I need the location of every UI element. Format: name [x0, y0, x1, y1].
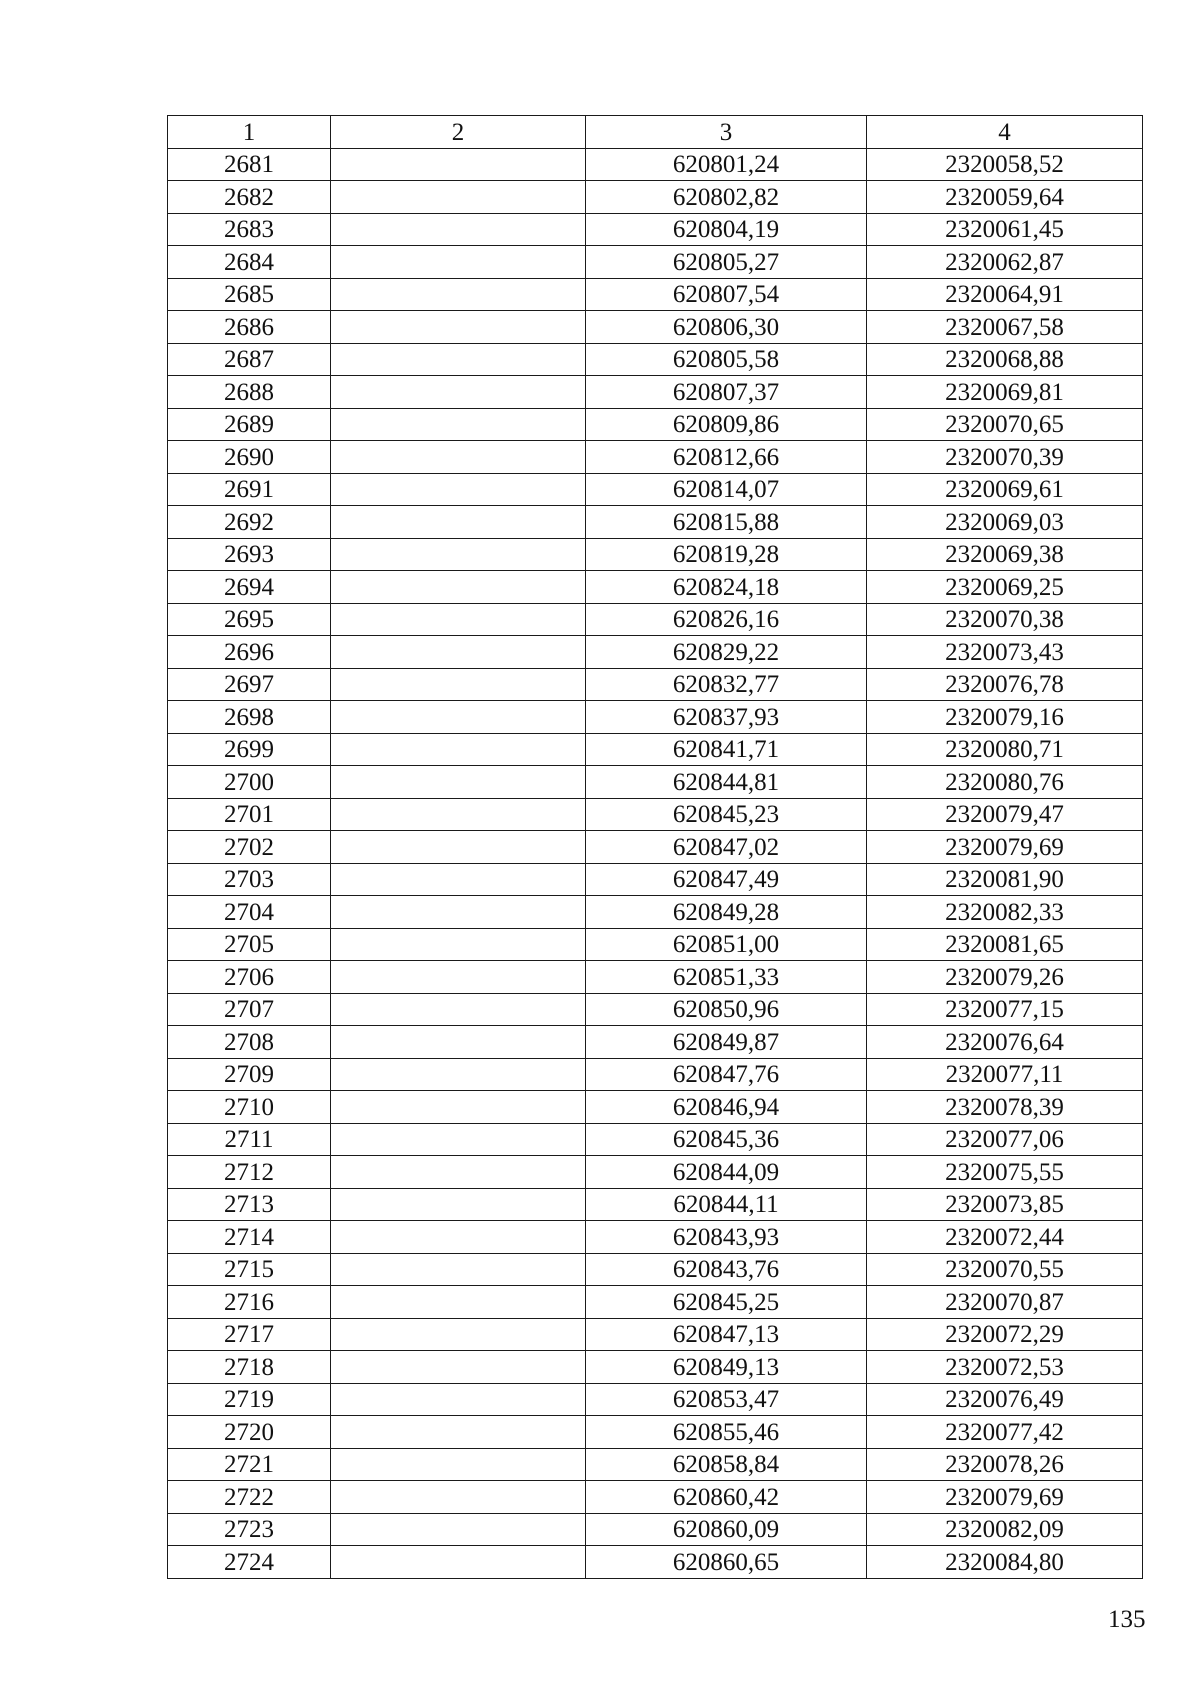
table-cell-col-4: 2320073,85 — [867, 1188, 1143, 1221]
table-cell-col-4: 2320070,39 — [867, 441, 1143, 474]
table-cell-col-4: 2320078,26 — [867, 1448, 1143, 1481]
table-cell-col-4: 2320069,03 — [867, 506, 1143, 539]
table-row — [168, 181, 1143, 214]
table-row — [168, 1318, 1143, 1351]
table-cell-col-2 — [331, 311, 586, 344]
table-cell-col-1: 2694 — [168, 571, 331, 604]
table-row — [168, 1221, 1143, 1254]
table-cell-col-1: 2709 — [168, 1058, 331, 1091]
table-cell-col-1: 2717 — [168, 1318, 331, 1351]
header-cell-3: 3 — [586, 116, 867, 149]
table-cell-col-1: 2691 — [168, 473, 331, 506]
table-cell-col-4: 2320069,25 — [867, 571, 1143, 604]
table-cell-col-2 — [331, 1448, 586, 1481]
table-cell-col-4: 2320067,58 — [867, 311, 1143, 344]
table-cell-col-1: 2701 — [168, 798, 331, 831]
table-cell-col-1: 2714 — [168, 1221, 331, 1254]
coordinates-table — [167, 115, 1143, 1579]
table-cell-col-3: 620845,36 — [586, 1123, 867, 1156]
table-header-row — [168, 116, 1143, 149]
table-row — [168, 863, 1143, 896]
table-cell-col-4: 2320072,53 — [867, 1351, 1143, 1384]
table-cell-col-3: 620855,46 — [586, 1416, 867, 1449]
table-row — [168, 1546, 1143, 1579]
table-cell-col-2 — [331, 1416, 586, 1449]
table-row — [168, 896, 1143, 929]
table-cell-col-2 — [331, 603, 586, 636]
table-row — [168, 993, 1143, 1026]
table-cell-col-3: 620829,22 — [586, 636, 867, 669]
table-row — [168, 1481, 1143, 1514]
table-cell-col-4: 2320076,49 — [867, 1383, 1143, 1416]
table-row — [168, 1513, 1143, 1546]
table-cell-col-1: 2715 — [168, 1253, 331, 1286]
table-cell-col-4: 2320073,43 — [867, 636, 1143, 669]
table-row — [168, 603, 1143, 636]
table-cell-col-3: 620847,02 — [586, 831, 867, 864]
table-cell-col-4: 2320058,52 — [867, 148, 1143, 181]
table-cell-col-2 — [331, 993, 586, 1026]
table-cell-col-1: 2693 — [168, 538, 331, 571]
table-cell-col-1: 2721 — [168, 1448, 331, 1481]
table-cell-col-4: 2320069,61 — [867, 473, 1143, 506]
table-cell-col-1: 2700 — [168, 766, 331, 799]
table-cell-col-4: 2320070,65 — [867, 408, 1143, 441]
table-row — [168, 668, 1143, 701]
table-row — [168, 311, 1143, 344]
table-cell-col-2 — [331, 961, 586, 994]
table-cell-col-4: 2320077,42 — [867, 1416, 1143, 1449]
table-cell-col-2 — [331, 1123, 586, 1156]
table-cell-col-1: 2682 — [168, 181, 331, 214]
table-cell-col-3: 620809,86 — [586, 408, 867, 441]
table-cell-col-2 — [331, 148, 586, 181]
table-row — [168, 1286, 1143, 1319]
table-cell-col-1: 2708 — [168, 1026, 331, 1059]
table-cell-col-2 — [331, 1221, 586, 1254]
table-cell-col-3: 620847,76 — [586, 1058, 867, 1091]
table-row — [168, 376, 1143, 409]
table-cell-col-2 — [331, 636, 586, 669]
table-row — [168, 213, 1143, 246]
table-cell-col-1: 2687 — [168, 343, 331, 376]
table-cell-col-3: 620849,28 — [586, 896, 867, 929]
table-row — [168, 928, 1143, 961]
table-cell-col-1: 2713 — [168, 1188, 331, 1221]
table-cell-col-3: 620844,81 — [586, 766, 867, 799]
table-cell-col-4: 2320077,11 — [867, 1058, 1143, 1091]
table-cell-col-2 — [331, 473, 586, 506]
table-cell-col-3: 620807,37 — [586, 376, 867, 409]
table-row — [168, 278, 1143, 311]
table-cell-col-3: 620849,13 — [586, 1351, 867, 1384]
table-cell-col-3: 620819,28 — [586, 538, 867, 571]
table-cell-col-2 — [331, 1351, 586, 1384]
table-cell-col-3: 620832,77 — [586, 668, 867, 701]
table-cell-col-4: 2320080,76 — [867, 766, 1143, 799]
table-row — [168, 1026, 1143, 1059]
table-cell-col-1: 2697 — [168, 668, 331, 701]
table-cell-col-4: 2320077,06 — [867, 1123, 1143, 1156]
table-cell-col-2 — [331, 668, 586, 701]
table-cell-col-2 — [331, 408, 586, 441]
table-cell-col-3: 620849,87 — [586, 1026, 867, 1059]
table-cell-col-2 — [331, 1513, 586, 1546]
table-cell-col-4: 2320079,69 — [867, 831, 1143, 864]
table-cell-col-3: 620860,09 — [586, 1513, 867, 1546]
table-cell-col-1: 2704 — [168, 896, 331, 929]
table-cell-col-3: 620851,33 — [586, 961, 867, 994]
table-cell-col-4: 2320080,71 — [867, 733, 1143, 766]
table-cell-col-1: 2703 — [168, 863, 331, 896]
table-body — [168, 116, 1143, 1579]
table-cell-col-2 — [331, 1546, 586, 1579]
table-cell-col-2 — [331, 896, 586, 929]
table-row — [168, 1351, 1143, 1384]
table-cell-col-1: 2718 — [168, 1351, 331, 1384]
table-cell-col-4: 2320072,29 — [867, 1318, 1143, 1351]
table-cell-col-1: 2720 — [168, 1416, 331, 1449]
table-cell-col-4: 2320061,45 — [867, 213, 1143, 246]
table-cell-col-4: 2320079,69 — [867, 1481, 1143, 1514]
table-cell-col-2 — [331, 1058, 586, 1091]
table-cell-col-1: 2716 — [168, 1286, 331, 1319]
table-cell-col-2 — [331, 571, 586, 604]
table-cell-col-1: 2690 — [168, 441, 331, 474]
table-cell-col-1: 2706 — [168, 961, 331, 994]
table-cell-col-3: 620844,11 — [586, 1188, 867, 1221]
table-cell-col-3: 620846,94 — [586, 1091, 867, 1124]
table-cell-col-1: 2711 — [168, 1123, 331, 1156]
table-row — [168, 441, 1143, 474]
table-cell-col-2 — [331, 766, 586, 799]
table-cell-col-3: 620853,47 — [586, 1383, 867, 1416]
table-cell-col-3: 620843,76 — [586, 1253, 867, 1286]
table-cell-col-3: 620802,82 — [586, 181, 867, 214]
header-cell-2: 2 — [331, 116, 586, 149]
table-cell-col-2 — [331, 181, 586, 214]
table-cell-col-2 — [331, 1156, 586, 1189]
table-cell-col-2 — [331, 798, 586, 831]
table-row — [168, 246, 1143, 279]
table-cell-col-3: 620850,96 — [586, 993, 867, 1026]
table-cell-col-1: 2702 — [168, 831, 331, 864]
table-cell-col-2 — [331, 343, 586, 376]
table-cell-col-4: 2320075,55 — [867, 1156, 1143, 1189]
table-cell-col-4: 2320076,64 — [867, 1026, 1143, 1059]
table-cell-col-3: 620847,49 — [586, 863, 867, 896]
table-cell-col-4: 2320059,64 — [867, 181, 1143, 214]
table-cell-col-1: 2710 — [168, 1091, 331, 1124]
table-cell-col-3: 620805,27 — [586, 246, 867, 279]
table-row — [168, 1188, 1143, 1221]
table-cell-col-1: 2712 — [168, 1156, 331, 1189]
table-cell-col-2 — [331, 213, 586, 246]
table-row — [168, 148, 1143, 181]
table-cell-col-3: 620851,00 — [586, 928, 867, 961]
table-row — [168, 1448, 1143, 1481]
table-cell-col-3: 620807,54 — [586, 278, 867, 311]
table-cell-col-1: 2686 — [168, 311, 331, 344]
table-cell-col-3: 620843,93 — [586, 1221, 867, 1254]
table-row — [168, 538, 1143, 571]
table-cell-col-4: 2320070,87 — [867, 1286, 1143, 1319]
table-cell-col-2 — [331, 1188, 586, 1221]
table-row — [168, 766, 1143, 799]
table-cell-col-4: 2320062,87 — [867, 246, 1143, 279]
table-cell-col-1: 2723 — [168, 1513, 331, 1546]
table-cell-col-2 — [331, 831, 586, 864]
table-cell-col-2 — [331, 863, 586, 896]
table-cell-col-4: 2320079,26 — [867, 961, 1143, 994]
table-cell-col-1: 2681 — [168, 148, 331, 181]
table-row — [168, 961, 1143, 994]
table-cell-col-2 — [331, 538, 586, 571]
table-row — [168, 1091, 1143, 1124]
table-cell-col-2 — [331, 278, 586, 311]
table-cell-col-4: 2320070,38 — [867, 603, 1143, 636]
table-cell-col-1: 2688 — [168, 376, 331, 409]
table-cell-col-3: 620826,16 — [586, 603, 867, 636]
table-row — [168, 636, 1143, 669]
table-cell-col-2 — [331, 1318, 586, 1351]
table-cell-col-2 — [331, 1481, 586, 1514]
table-row — [168, 1383, 1143, 1416]
table-row — [168, 408, 1143, 441]
table-row — [168, 473, 1143, 506]
table-cell-col-3: 620860,42 — [586, 1481, 867, 1514]
table-cell-col-3: 620824,18 — [586, 571, 867, 604]
header-cell-1: 1 — [168, 116, 331, 149]
table-cell-col-3: 620860,65 — [586, 1546, 867, 1579]
table-cell-col-1: 2722 — [168, 1481, 331, 1514]
table-cell-col-3: 620837,93 — [586, 701, 867, 734]
table-cell-col-4: 2320068,88 — [867, 343, 1143, 376]
table-cell-col-4: 2320072,44 — [867, 1221, 1143, 1254]
table-cell-col-4: 2320069,81 — [867, 376, 1143, 409]
table-cell-col-3: 620804,19 — [586, 213, 867, 246]
table-cell-col-2 — [331, 441, 586, 474]
table-cell-col-3: 620844,09 — [586, 1156, 867, 1189]
table-cell-col-1: 2724 — [168, 1546, 331, 1579]
table-cell-col-1: 2692 — [168, 506, 331, 539]
table-cell-col-3: 620815,88 — [586, 506, 867, 539]
table-cell-col-2 — [331, 376, 586, 409]
table-cell-col-2 — [331, 1286, 586, 1319]
table-cell-col-4: 2320070,55 — [867, 1253, 1143, 1286]
table-row — [168, 343, 1143, 376]
table-cell-col-1: 2684 — [168, 246, 331, 279]
table-cell-col-1: 2695 — [168, 603, 331, 636]
table-cell-col-3: 620805,58 — [586, 343, 867, 376]
table-row — [168, 701, 1143, 734]
header-cell-4: 4 — [867, 116, 1143, 149]
table-cell-col-2 — [331, 246, 586, 279]
table-row — [168, 1123, 1143, 1156]
table-cell-col-1: 2689 — [168, 408, 331, 441]
table-row — [168, 831, 1143, 864]
table-row — [168, 733, 1143, 766]
table-cell-col-1: 2719 — [168, 1383, 331, 1416]
table-cell-col-4: 2320076,78 — [867, 668, 1143, 701]
table-row — [168, 1156, 1143, 1189]
table-row — [168, 1253, 1143, 1286]
table-cell-col-1: 2696 — [168, 636, 331, 669]
table-cell-col-4: 2320081,90 — [867, 863, 1143, 896]
table-cell-col-1: 2698 — [168, 701, 331, 734]
table-cell-col-3: 620845,23 — [586, 798, 867, 831]
table-cell-col-3: 620847,13 — [586, 1318, 867, 1351]
table-cell-col-2 — [331, 701, 586, 734]
table-cell-col-3: 620858,84 — [586, 1448, 867, 1481]
table-cell-col-2 — [331, 733, 586, 766]
table-cell-col-4: 2320082,09 — [867, 1513, 1143, 1546]
table-cell-col-3: 620814,07 — [586, 473, 867, 506]
table-cell-col-2 — [331, 1091, 586, 1124]
table-row — [168, 571, 1143, 604]
table-cell-col-3: 620801,24 — [586, 148, 867, 181]
page-number: 135 — [1108, 1606, 1146, 1633]
table-row — [168, 1058, 1143, 1091]
table-cell-col-3: 620812,66 — [586, 441, 867, 474]
table-cell-col-1: 2685 — [168, 278, 331, 311]
table-cell-col-4: 2320079,47 — [867, 798, 1143, 831]
table-cell-col-3: 620806,30 — [586, 311, 867, 344]
table-cell-col-4: 2320079,16 — [867, 701, 1143, 734]
table-cell-col-2 — [331, 928, 586, 961]
table-cell-col-4: 2320081,65 — [867, 928, 1143, 961]
table-row — [168, 798, 1143, 831]
table-cell-col-4: 2320069,38 — [867, 538, 1143, 571]
table-cell-col-2 — [331, 1383, 586, 1416]
table-cell-col-4: 2320078,39 — [867, 1091, 1143, 1124]
table-row — [168, 1416, 1143, 1449]
table-cell-col-1: 2705 — [168, 928, 331, 961]
table-cell-col-4: 2320077,15 — [867, 993, 1143, 1026]
table-cell-col-3: 620845,25 — [586, 1286, 867, 1319]
table-cell-col-2 — [331, 1253, 586, 1286]
table-row — [168, 506, 1143, 539]
table-cell-col-1: 2699 — [168, 733, 331, 766]
table-cell-col-2 — [331, 506, 586, 539]
table-cell-col-3: 620841,71 — [586, 733, 867, 766]
table-cell-col-4: 2320082,33 — [867, 896, 1143, 929]
table-cell-col-4: 2320064,91 — [867, 278, 1143, 311]
table-cell-col-1: 2683 — [168, 213, 331, 246]
table-cell-col-4: 2320084,80 — [867, 1546, 1143, 1579]
table-cell-col-1: 2707 — [168, 993, 331, 1026]
table-cell-col-2 — [331, 1026, 586, 1059]
